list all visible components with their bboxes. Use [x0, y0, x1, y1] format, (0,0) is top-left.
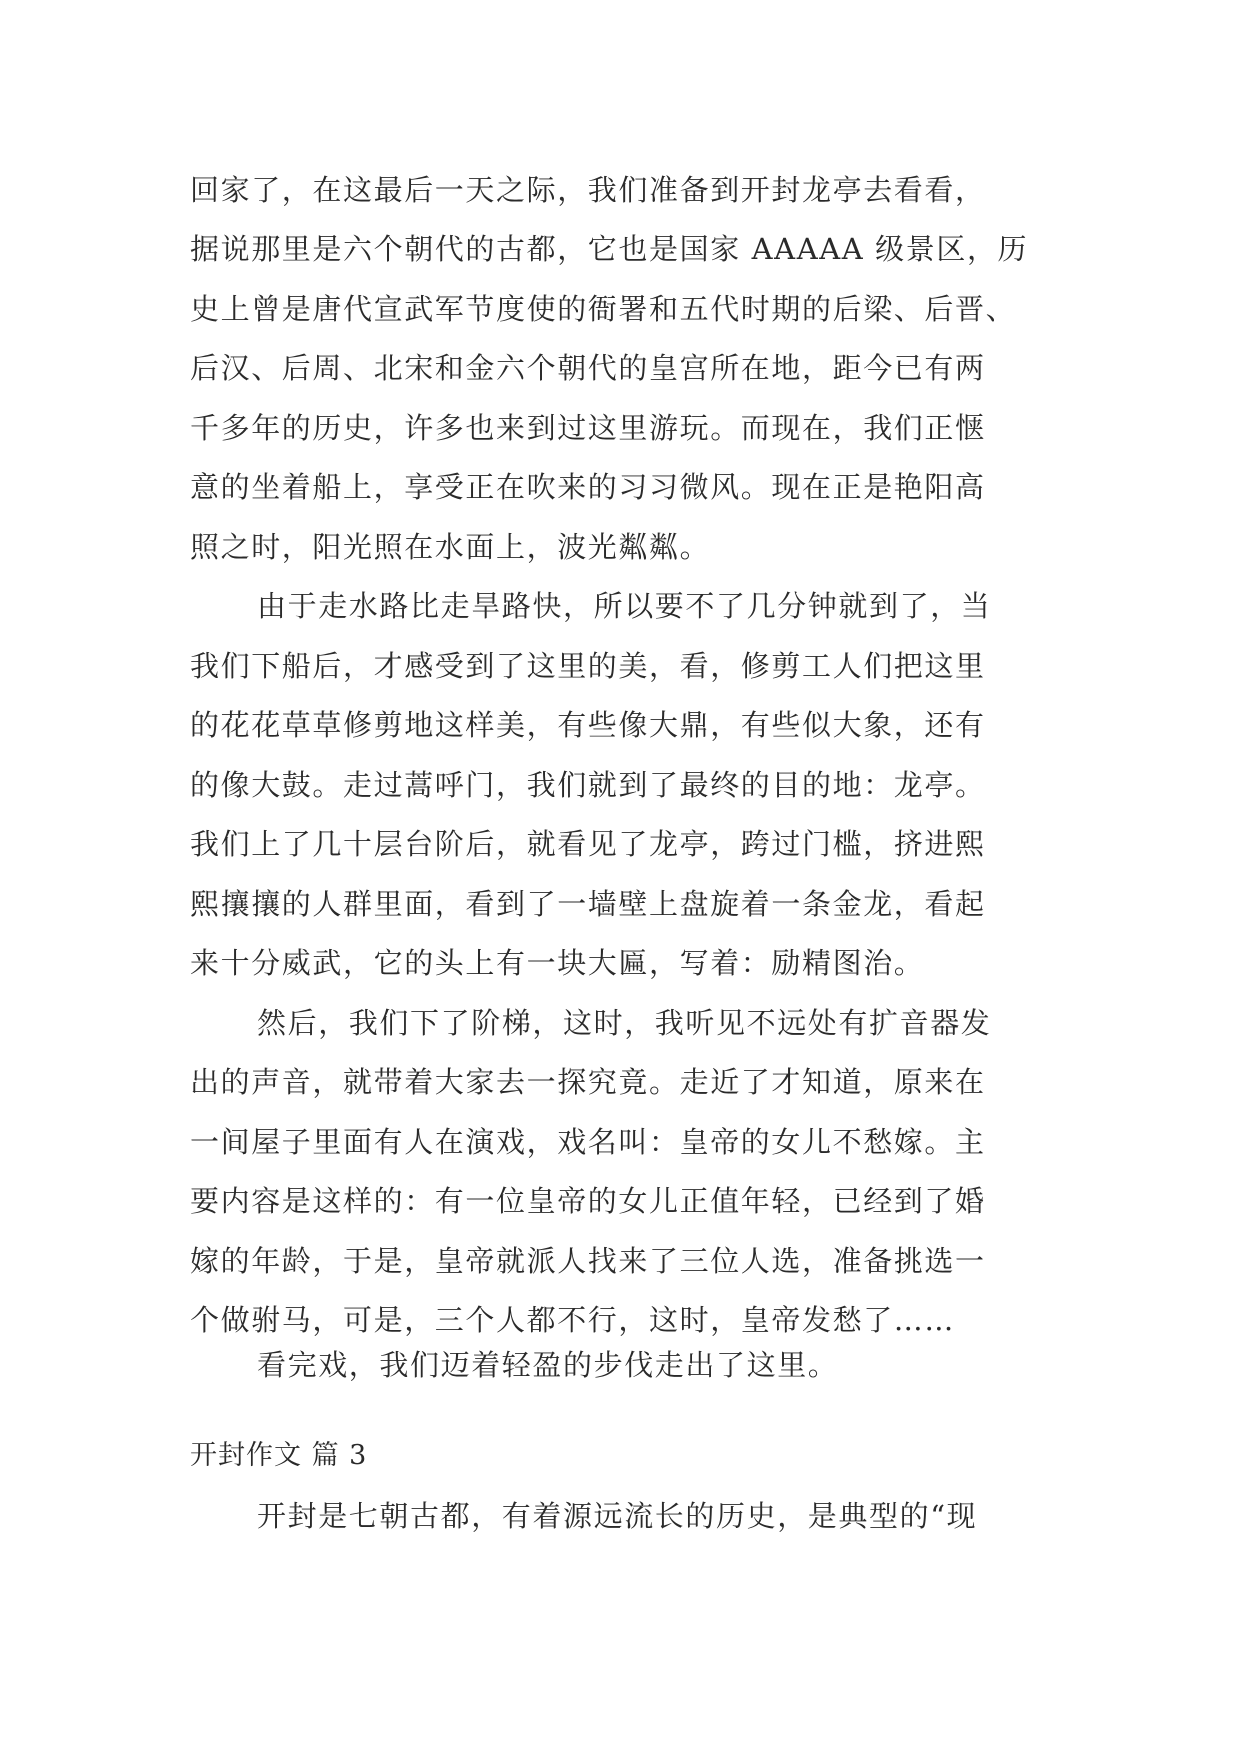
text-line: 出的声音，就带着大家去一探究竟。走近了才知道，原来在 [190, 1065, 986, 1099]
text-line: 后汉、后周、北宋和金六个朝代的皇宫所在地，距今已有两 [190, 351, 986, 385]
paragraph-first-line: 看完戏，我们迈着轻盈的步伐走出了这里。 [257, 1348, 839, 1382]
text-line: 的像大鼓。走过蒿呼门，我们就到了最终的目的地：龙亭。 [190, 768, 986, 802]
paragraph-first-line: 开封是七朝古都，有着源远流长的历史，是典型的“现 [257, 1499, 978, 1533]
text-line: 我们下船后，才感受到了这里的美，看，修剪工人们把这里 [190, 649, 986, 683]
paragraph-first-line: 然后，我们下了阶梯，这时，我听见不远处有扩音器发 [257, 1006, 992, 1040]
text-line: 的花花草草修剪地这样美，有些像大鼎，有些似大象，还有 [190, 708, 986, 742]
text-line: 史上曾是唐代宣武军节度使的衙署和五代时期的后梁、后晋、 [190, 292, 1017, 326]
text-line: 个做驸马，可是，三个人都不行，这时，皇帝发愁了…… [190, 1303, 956, 1337]
text-line: 要内容是这样的：有一位皇帝的女儿正值年轻，已经到了婚 [190, 1184, 986, 1218]
text-line: 一间屋子里面有人在演戏，戏名叫：皇帝的女儿不愁嫁。主 [190, 1125, 986, 1159]
text-line: 据说那里是六个朝代的古都，它也是国家 AAAAA 级景区，历 [190, 232, 1029, 266]
text-line: 千多年的历史，许多也来到过这里游玩。而现在，我们正惬 [190, 411, 986, 445]
text-line: 熙攘攘的人群里面，看到了一墙壁上盘旋着一条金龙，看起 [190, 887, 986, 921]
paragraph-first-line: 由于走水路比走旱路快，所以要不了几分钟就到了，当 [257, 589, 992, 623]
text-line: 来十分威武，它的头上有一块大匾，写着：励精图治。 [190, 946, 925, 980]
text-line: 嫁的年龄，于是，皇帝就派人找来了三位人选，准备挑选一 [190, 1244, 986, 1278]
text-line: 意的坐着船上，享受正在吹来的习习微风。现在正是艳阳高 [190, 470, 986, 504]
text-line: 照之时，阳光照在水面上，波光粼粼。 [190, 530, 711, 564]
text-line: 我们上了几十层台阶后，就看见了龙亭，跨过门槛，挤进熙 [190, 827, 986, 861]
section-heading: 开封作文 篇 3 [190, 1440, 368, 1471]
text-line: 回家了，在这最后一天之际，我们准备到开封龙亭去看看， [190, 173, 986, 207]
